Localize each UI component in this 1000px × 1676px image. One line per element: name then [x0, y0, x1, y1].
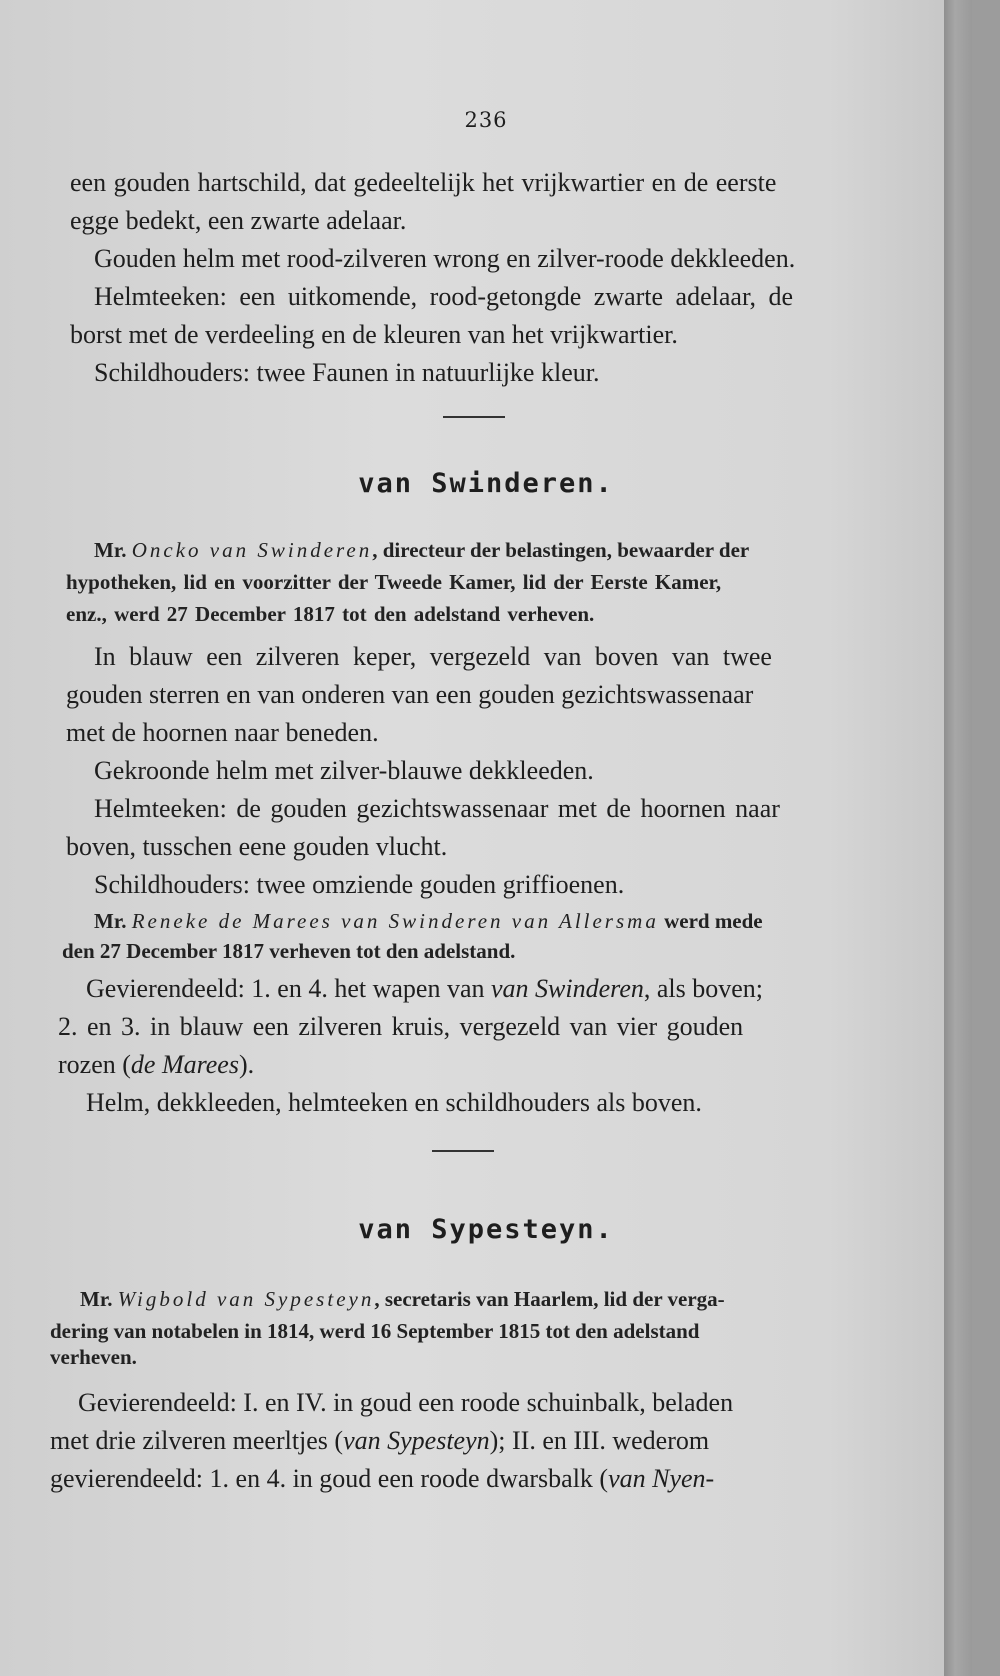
text-line: Schildhouders: twee Faunen in natuurlijke kleur.	[94, 358, 600, 387]
section-divider	[443, 416, 505, 418]
text-line: gouden sterren en van onderen van een gouden gezichtswassenaar	[66, 680, 754, 709]
text-line: Gevierendeeld: I. en IV. in goud een roode schuinbalk, beladen	[78, 1388, 734, 1417]
text-line: gevierendeeld: 1. en 4. in goud een roode dwarsbalk (van Nyen-	[50, 1464, 715, 1493]
intro-line: Mr. Reneke de Marees van Swinderen van Allersma werd mede	[94, 909, 763, 933]
text-line: een gouden hartschild, dat gedeeltelijk het vrijkwartier en de eerste	[70, 168, 777, 197]
intro-line: den 27 December 1817 verheven tot den adelstand.	[62, 939, 516, 963]
text-line: Schildhouders: twee omziende gouden griffioenen.	[94, 870, 625, 899]
intro-line: enz., werd 27 December 1817 tot den adelstand verheven.	[66, 602, 595, 626]
intro-line: hypotheken, lid en voorzitter der Tweede Kamer, lid der Eerste Kamer,	[66, 570, 722, 594]
text-line: Gekroonde helm met zilver-blauwe dekkleeden.	[94, 756, 594, 785]
intro-line: Mr. Oncko van Swinderen, directeur der belastingen, bewaarder der	[94, 538, 750, 562]
text-line: egge bedekt, een zwarte adelaar.	[70, 206, 407, 235]
person-name: Wigbold van Sypesteyn	[117, 1287, 375, 1311]
intro-line: verheven.	[50, 1345, 137, 1369]
page-number: 236	[464, 108, 508, 132]
section-heading-swinderen: van Swinderen.	[358, 468, 614, 499]
section-divider	[432, 1150, 494, 1152]
person-name: Oncko van Swinderen	[131, 538, 373, 562]
text-line: boven, tusschen eene gouden vlucht.	[66, 832, 448, 861]
text-line: Helmteeken: een uitkomende, rood-getongde zwarte adelaar, de	[94, 282, 794, 311]
text-line: rozen (de Marees).	[58, 1050, 255, 1079]
text-line: met drie zilveren meerltjes (van Sypesteyn); II. en III. wederom	[50, 1426, 710, 1455]
text-line: Helmteeken: de gouden gezichtswassenaar met de hoornen naar	[94, 794, 780, 823]
text-line: met de hoornen naar beneden.	[66, 718, 379, 747]
intro-line: dering van notabelen in 1814, werd 16 September 1815 tot den adelstand	[50, 1319, 700, 1343]
text-line: Gouden helm met rood-zilveren wrong en zilver-roode dekkleeden.	[94, 244, 796, 273]
text-line: 2. en 3. in blauw een zilveren kruis, vergezeld van vier gouden	[58, 1012, 744, 1041]
person-name: Reneke de Marees van Swinderen van Allersma	[131, 909, 659, 933]
intro-line: Mr. Wigbold van Sypesteyn, secretaris van Haarlem, lid der verga-	[80, 1287, 725, 1311]
text-line: borst met de verdeeling en de kleuren van het vrijkwartier.	[70, 320, 678, 349]
text-line: In blauw een zilveren keper, vergezeld van boven van twee	[94, 642, 772, 671]
page-edge	[944, 0, 972, 1676]
text-line: Gevierendeeld: 1. en 4. het wapen van van Swinderen, als boven;	[86, 974, 764, 1003]
text-line: Helm, dekkleeden, helmteeken en schildhouders als boven.	[86, 1088, 702, 1117]
section-heading-sypesteyn: van Sypesteyn.	[358, 1214, 614, 1245]
